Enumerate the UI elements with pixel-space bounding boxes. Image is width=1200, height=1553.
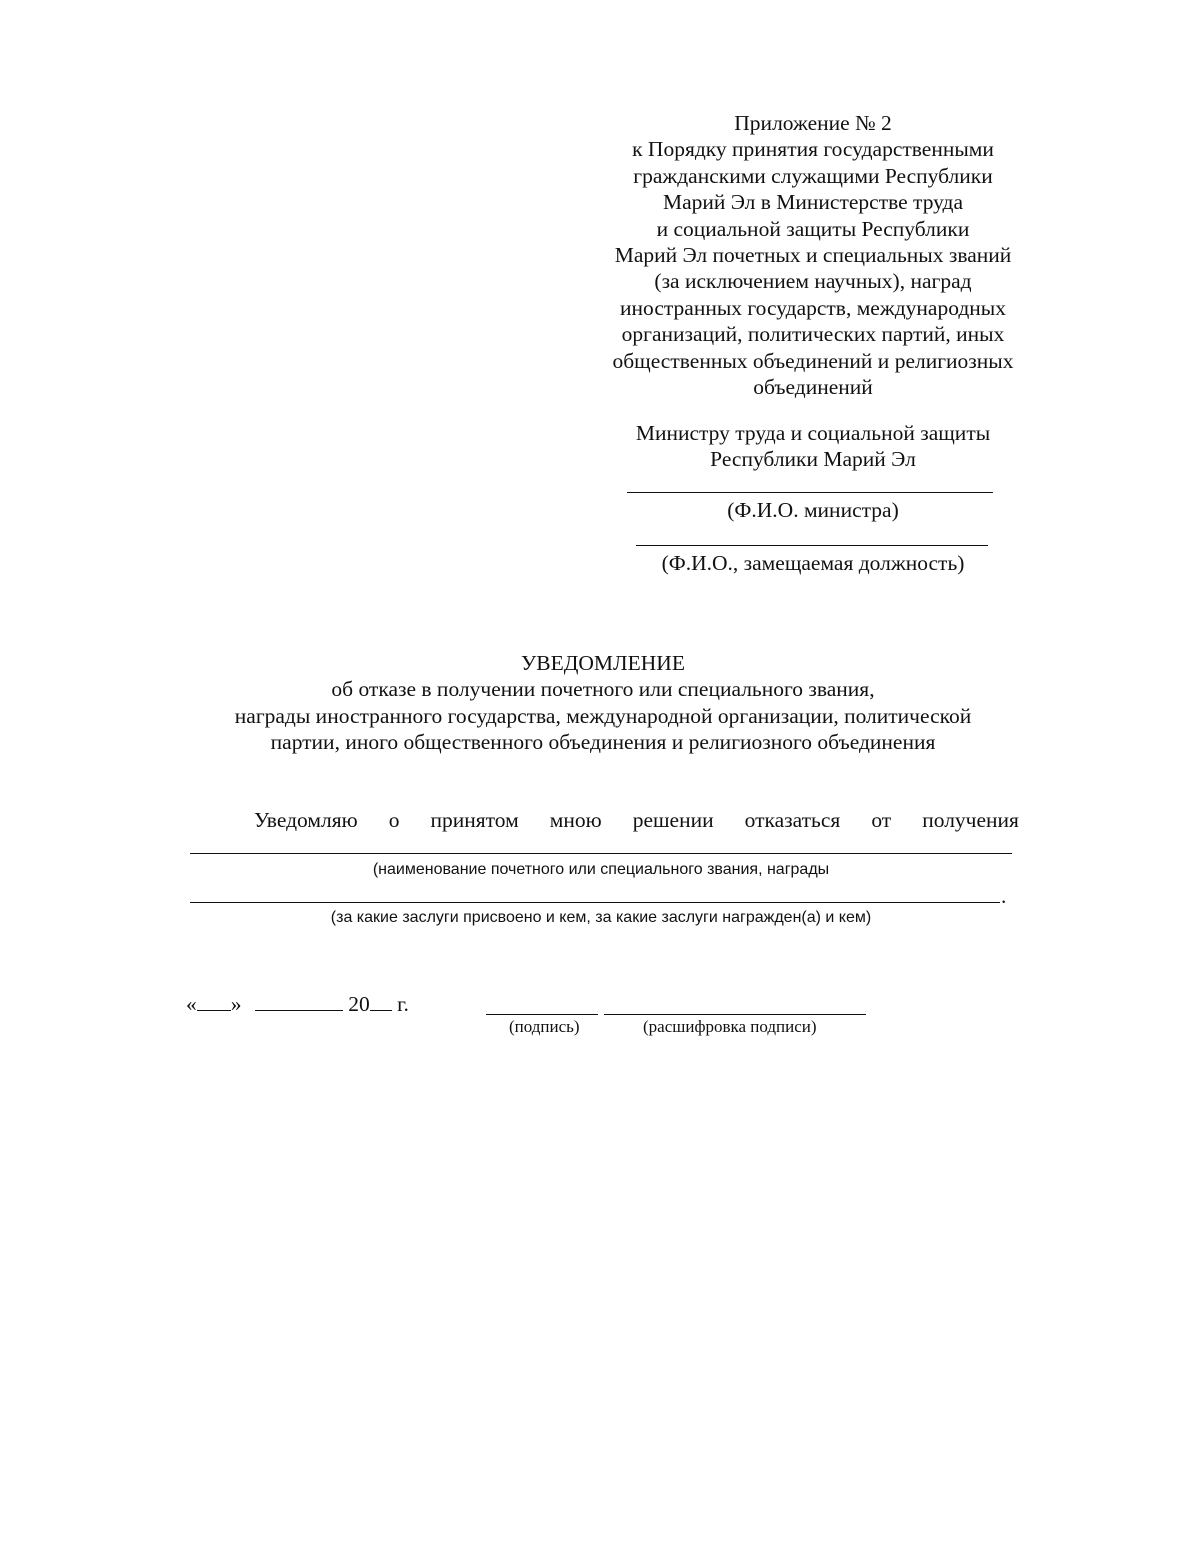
- notice-subtitle-line: награды иностранного государства, международной организации, политической: [234, 703, 972, 728]
- appendix-line: гражданскими служащими Республики: [633, 163, 993, 188]
- appendix-line: иностранных государств, международных: [620, 295, 1006, 320]
- appendix-line: общественных объединений и религиозных: [612, 348, 1014, 373]
- appendix-line: объединений: [753, 375, 873, 400]
- signature-decoding-caption: (расшифровка подписи): [643, 1017, 817, 1036]
- statement-word: от: [871, 808, 892, 832]
- minister-name-field[interactable]: [627, 492, 993, 493]
- sender-name-field[interactable]: [636, 545, 988, 546]
- statement-word: о: [388, 808, 400, 832]
- year-field[interactable]: [370, 992, 392, 1011]
- appendix-line: к Порядку принятия государственными: [632, 137, 994, 162]
- statement-word: получения: [922, 808, 1019, 832]
- statement-word: Уведомляю: [254, 808, 358, 832]
- award-name-caption: (наименование почетного или специального звания, награды: [372, 861, 830, 878]
- notice-subtitle-line: об отказе в получении почетного или специального звания,: [331, 677, 875, 702]
- appendix-header: [590, 110, 1036, 400]
- signature-caption: (подпись): [509, 1017, 580, 1036]
- award-name-field[interactable]: [190, 853, 1012, 854]
- date-line: [186, 991, 409, 1017]
- statement-line: [190, 806, 1019, 834]
- appendix-line: Марий Эл почетных и специальных званий: [614, 243, 1012, 268]
- notice-heading: УВЕДОМЛЕНИЕ: [521, 651, 685, 675]
- day-field[interactable]: [197, 992, 231, 1011]
- notice-title: [150, 650, 1056, 756]
- quote-close: »: [230, 992, 242, 1016]
- appendix-line: Приложение № 2: [734, 111, 892, 135]
- statement-word: мною: [549, 808, 602, 832]
- appendix-line: организаций, политических партий, иных: [621, 322, 1005, 347]
- appendix-line: и социальной защиты Республики: [656, 216, 970, 241]
- merits-trailing-dot: .: [1001, 884, 1007, 908]
- merits-field[interactable]: [190, 902, 1000, 903]
- year-prefix: 20: [348, 992, 370, 1016]
- addressee-line: Министру труда и социальной защиты: [635, 421, 991, 445]
- minister-name-caption: (Ф.И.О. министра): [727, 498, 899, 522]
- notice-subtitle-line: партии, иного общественного объединения и религиозного объединения: [270, 730, 936, 755]
- month-field[interactable]: [255, 992, 343, 1011]
- quote-open: «: [186, 992, 197, 1016]
- appendix-line: (за исключением научных), наград: [654, 269, 972, 294]
- statement-word: принятом: [430, 808, 519, 832]
- addressee-block: [590, 420, 1036, 473]
- merits-caption: (за какие заслуги присвоено и кем, за какие заслуги награжден(а) и кем): [330, 909, 872, 926]
- statement-word: отказаться: [744, 808, 841, 832]
- addressee-line: Республики Марий Эл: [710, 447, 916, 472]
- signature-field[interactable]: [486, 1014, 598, 1015]
- appendix-line: Марий Эл в Министерстве труда: [662, 190, 964, 215]
- sender-name-caption: (Ф.И.О., замещаемая должность): [661, 551, 965, 575]
- signature-decoding-field[interactable]: [604, 1014, 866, 1015]
- statement-word: решении: [632, 808, 714, 832]
- year-suffix: г.: [397, 992, 409, 1016]
